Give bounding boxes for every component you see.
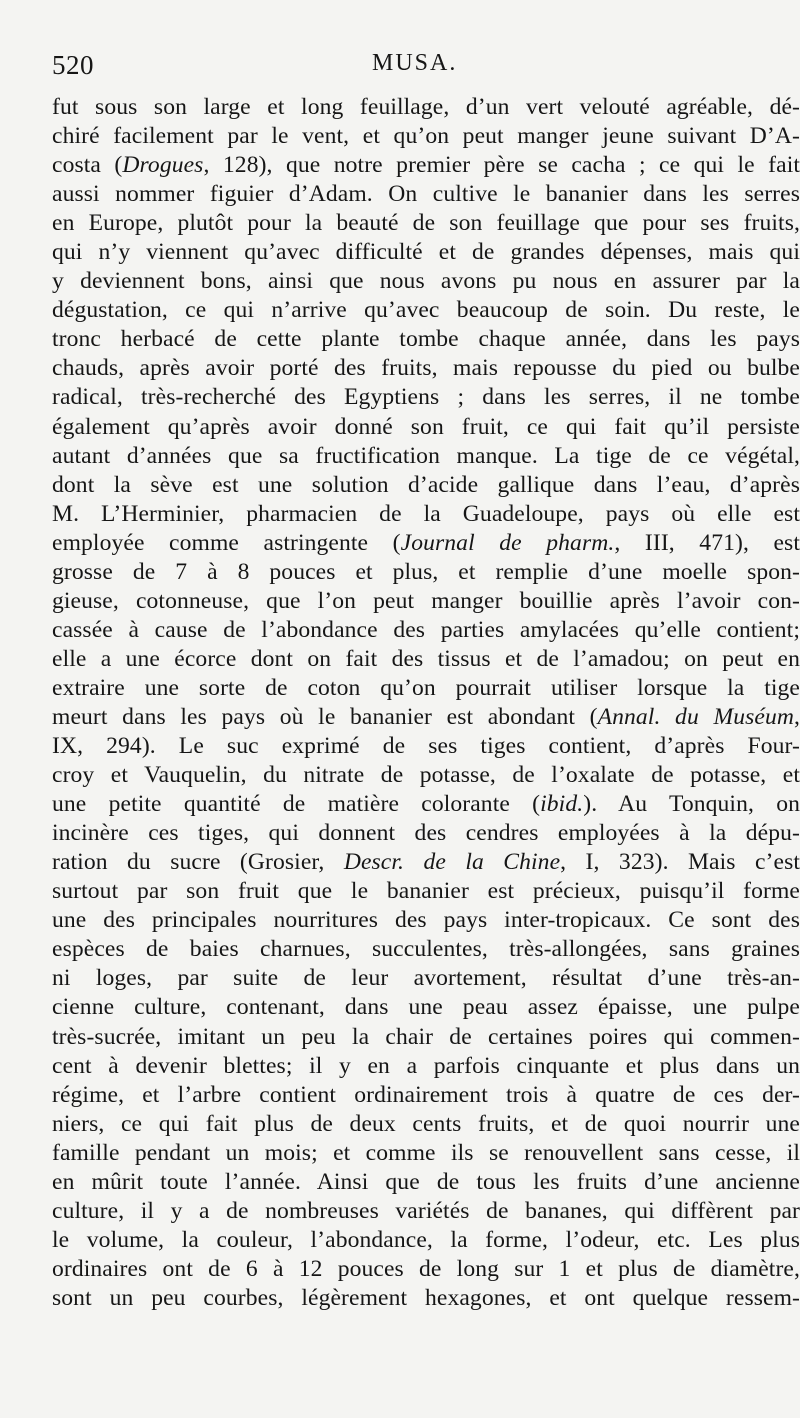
text-line (52, 500, 800, 529)
text-run: culture, il y a de nombreuses variétés de bananes, qui diffèrent par (52, 1197, 800, 1224)
text-run: , III, 471), est (614, 529, 800, 556)
text-run: sont un peu courbes, légèrement hexagones, et ont quelque ressem- (52, 1284, 800, 1311)
text-line (52, 209, 800, 238)
text-line (52, 1052, 800, 1081)
text-line (52, 819, 800, 848)
text-line (52, 180, 800, 209)
text-line (52, 122, 800, 151)
italic-citation: Drogues (122, 152, 204, 179)
text-line (52, 616, 800, 645)
text-run: IX, 294). Le suc exprimé de ses tiges contient, d’après Four- (52, 733, 800, 760)
text-run: une petite quantité de matière colorante ( (52, 791, 541, 818)
page-number: 520 (52, 50, 94, 80)
text-line (52, 413, 800, 442)
text-run: fut sous son large et long feuillage, d’un vert velouté agréable, dé- (52, 94, 800, 120)
text-run: dont la sève est une solution d’acide gallique dans l’eau, d’après (52, 471, 800, 498)
text-run: elle a une écorce dont on fait des tissus et de l’amadou; on peut en (52, 645, 800, 672)
text-line (52, 1139, 800, 1168)
text-run: une des principales nourritures des pays inter-tropicaux. Ce sont des (52, 907, 800, 934)
text-run: extraire une sorte de coton qu’on pourrait utiliser lorsque la tige (52, 674, 800, 701)
text-run: également qu’après avoir donné son fruit, ce qui fait qu’il persiste (52, 413, 800, 440)
text-run: croy et Vauquelin, du nitrate de potasse, de l’oxalate de potasse, et (52, 762, 800, 789)
text-run: M. L’Herminier, pharmacien de la Guadeloupe, pays où elle est (52, 500, 800, 527)
text-line (52, 325, 800, 354)
text-run: meurt dans les pays où le bananier est abondant ( (52, 703, 598, 730)
text-run: costa ( (52, 152, 123, 179)
text-line (52, 732, 800, 761)
text-run: cent à devenir blettes; il y en a parfois cinquante et plus dans un (52, 1052, 800, 1079)
text-run: gieuse, cotonneuse, que l’on peut manger bouillie après l’avoir con- (52, 587, 800, 614)
text-line (52, 558, 800, 587)
text-line (52, 935, 800, 964)
text-line (52, 964, 800, 993)
text-run: ni loges, par suite de leur avortement, résultat d’une très-an- (52, 965, 800, 992)
text-line (52, 877, 800, 906)
text-line (52, 761, 800, 790)
text-run: surtout par son fruit que le bananier est précieux, puisqu’il forme (52, 878, 800, 905)
text-line (52, 674, 800, 703)
text-run: grosse de 7 à 8 pouces et plus, et remplie d’une moelle spon- (52, 558, 800, 585)
italic-citation: Descr. de la Chine (343, 849, 561, 876)
italic-citation: Annal. du Muséum (597, 703, 794, 730)
text-line (52, 151, 800, 180)
text-run: , I, 323). Mais c’est (560, 849, 800, 876)
text-line (52, 1197, 800, 1226)
text-line (52, 906, 800, 935)
page-header (52, 50, 800, 86)
text-run: très-sucrée, imitant un peu la chair de certaines poires qui commen- (52, 1023, 800, 1050)
text-line (52, 267, 800, 296)
text-run: cienne culture, contenant, dans une peau assez épaisse, une pulpe (52, 994, 800, 1021)
text-line (52, 1168, 800, 1197)
text-line (52, 1110, 800, 1139)
italic-citation: ibid. (540, 791, 584, 818)
text-run: chiré facilement par le vent, et qu’on peut manger jeune suivant D’A- (52, 123, 800, 150)
text-run: en mûrit toute l’année. Ainsi que de tous les fruits d’une ancienne (52, 1168, 800, 1195)
text-line (52, 238, 800, 267)
text-run: en Europe, plutôt pour la beauté de son feuillage que pour ses fruits, (52, 210, 800, 237)
text-run: incinère ces tiges, qui donnent des cendres employées à la dépu- (52, 820, 800, 847)
text-line (52, 296, 800, 325)
text-line (52, 848, 800, 877)
text-run: ordinaires ont de 6 à 12 pouces de long sur 1 et plus de diamètre, (52, 1255, 800, 1282)
text-run: y deviennent bons, ainsi que nous avons pu nous en assurer par la (52, 268, 800, 295)
text-run: espèces de baies charnues, succulentes, très-allongées, sans graines (52, 936, 800, 963)
text-line (52, 442, 800, 471)
text-line (52, 354, 800, 383)
text-line (52, 1284, 800, 1313)
text-run: ). Au Tonquin, on (583, 791, 800, 818)
text-run: famille pendant un mois; et comme ils se renouvellent sans cesse, il (52, 1139, 800, 1166)
text-line (52, 645, 800, 674)
text-line (52, 790, 800, 819)
text-line (52, 703, 800, 732)
text-run: aussi nommer figuier d’Adam. On cultive le bananier dans les serres (52, 181, 800, 208)
text-line (52, 1226, 800, 1255)
text-run: qui n’y viennent qu’avec difficulté et de grandes dépenses, mais qui (52, 239, 800, 266)
text-line (52, 383, 800, 412)
text-run: dégustation, ce qui n’arrive qu’avec beaucoup de soin. Du reste, le (52, 297, 800, 324)
body-text (52, 93, 800, 1313)
text-run: , (794, 703, 800, 730)
text-run: régime, et l’arbre contient ordinairement trois à quatre de ces der- (52, 1081, 800, 1108)
running-head: MUSA. (372, 50, 458, 76)
text-line (52, 1023, 800, 1052)
text-run: , 128), que notre premier père se cacha ; ce qui le fait (203, 152, 800, 179)
text-run: tronc herbacé de cette plante tombe chaque année, dans les pays (52, 326, 800, 353)
text-line (52, 471, 800, 500)
text-line (52, 993, 800, 1022)
text-run: le volume, la couleur, l’abondance, la forme, l’odeur, etc. Les plus (52, 1226, 800, 1253)
text-line (52, 93, 800, 122)
text-run: niers, ce qui fait plus de deux cents fruits, et de quoi nourrir une (52, 1110, 800, 1137)
italic-citation: Journal de pharm. (400, 529, 615, 556)
text-line (52, 587, 800, 616)
text-line (52, 1255, 800, 1284)
text-run: employée comme astringente ( (52, 529, 401, 556)
text-run: cassée à cause de l’abondance des parties amylacées qu’elle contient; (52, 616, 800, 643)
text-line (52, 1081, 800, 1110)
text-run: autant d’années que sa fructification manque. La tige de ce végétal, (52, 442, 800, 469)
text-line (52, 529, 800, 558)
text-run: chauds, après avoir porté des fruits, mais repousse du pied ou bulbe (52, 355, 800, 382)
text-run: ration du sucre (Grosier, (52, 849, 344, 876)
text-run: radical, très-recherché des Egyptiens ; dans les serres, il ne tombe (52, 384, 800, 411)
